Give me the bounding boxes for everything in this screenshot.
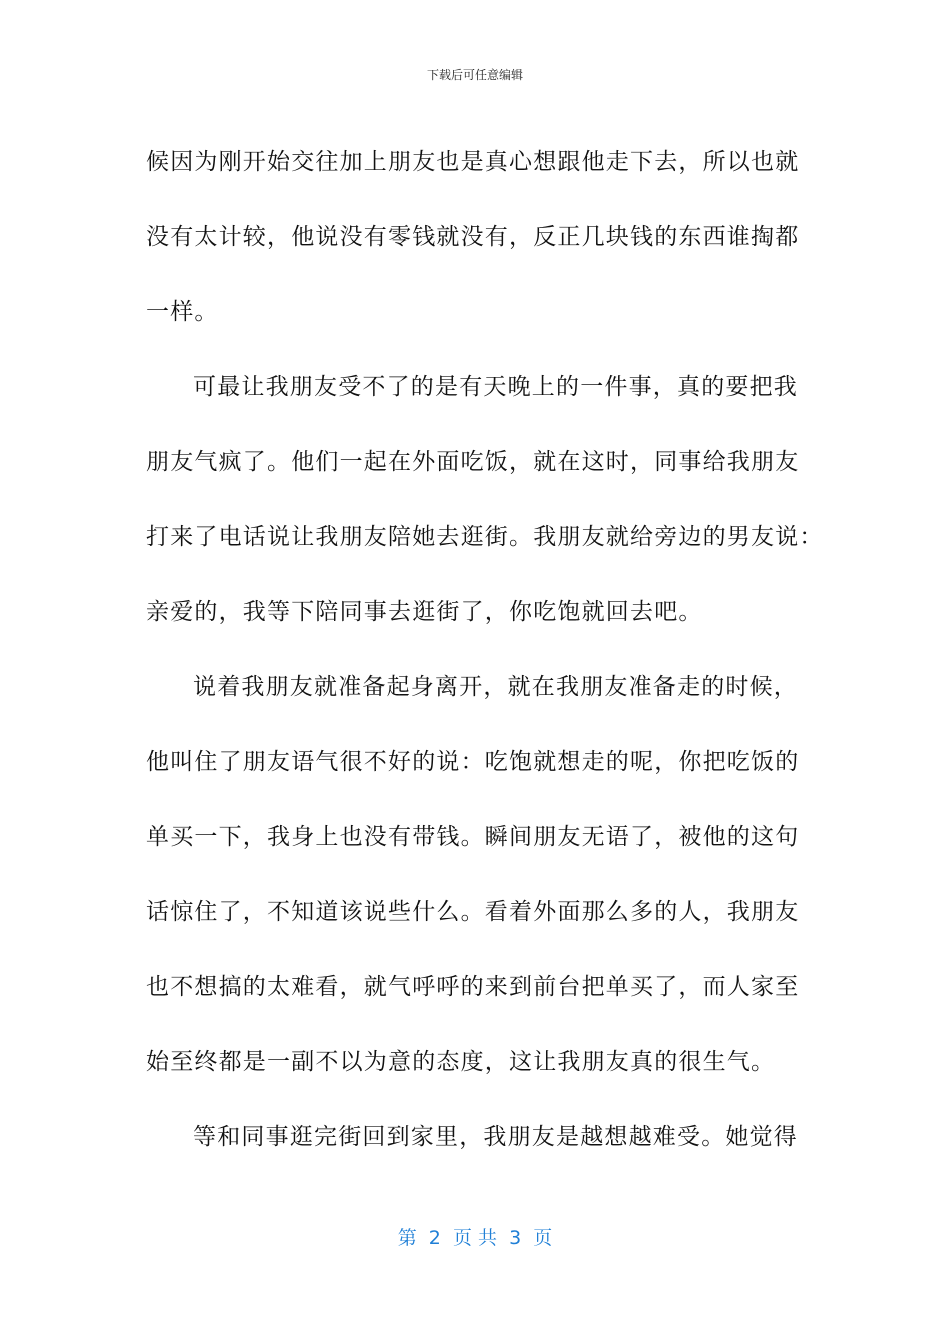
text-line: 候因为刚开始交往加上朋友也是真心想跟他走下去，所以也就: [146, 149, 800, 175]
text-line: 亲爱的，我等下陪同事去逛街了，你吃饱就回去吧。: [146, 599, 703, 625]
text-line: 他叫住了朋友语气很不好的说：吃饱就想走的呢，你把吃饭的: [146, 749, 800, 775]
paragraph-start-line: 说着我朋友就准备起身离开，就在我朋友准备走的时候，: [193, 674, 798, 700]
text-line: 朋友气疯了。他们一起在外面吃饭，就在这时，同事给我朋友: [146, 449, 800, 475]
paragraph-start-line: 可最让我朋友受不了的是有天晚上的一件事，真的要把我: [193, 374, 798, 400]
text-line: 也不想搞的太难看，就气呼呼的来到前台把单买了，而人家至: [146, 974, 800, 1000]
text-line: 单买一下，我身上也没有带钱。瞬间朋友无语了，被他的这句: [146, 824, 800, 850]
page-header: 下载后可任意编辑: [426, 68, 523, 82]
text-line: 话惊住了，不知道该说些什么。看着外面那么多的人，我朋友: [146, 899, 800, 925]
page-number-footer: 第 2 页 共 3 页: [397, 1227, 553, 1249]
text-line: 一样。: [146, 299, 219, 325]
paragraph-start-line: 等和同事逛完街回到家里，我朋友是越想越难受。她觉得: [193, 1124, 798, 1150]
text-line: 打来了电话说让我朋友陪她去逛街。我朋友就给旁边的男友说：: [146, 524, 824, 550]
text-line: 没有太计较，他说没有零钱就没有，反正几块钱的东西谁掏都: [146, 224, 800, 250]
body-text: [146, 125, 824, 1175]
text-line: 始至终都是一副不以为意的态度，这让我朋友真的很生气。: [146, 1049, 776, 1075]
